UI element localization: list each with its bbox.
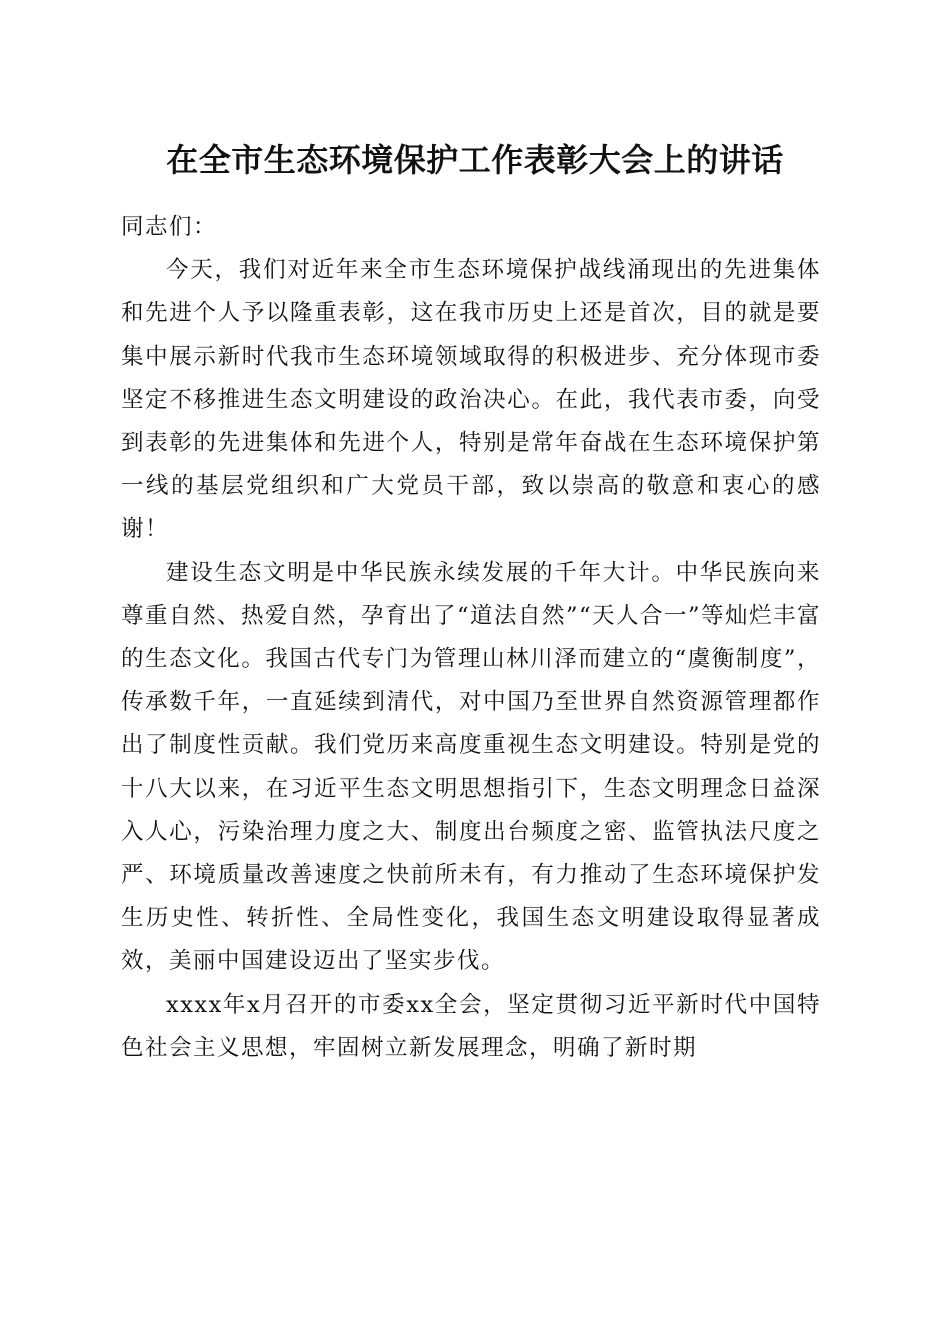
paragraph-1: 今天，我们对近年来全市生态环境保护战线涌现出的先进集体和先进个人予以隆重表彰，这在我市历史上还是首次，目的就是要集中展示新时代我市生态环境领域取得的积极进步、充分体现市委坚定不移推进生态文明建设的政治决心。在此，我代表市委，向受到表彰的先进集体和先进个人，特别是常年奋战在生态环境保护第一线的基层党组织和广大党员干部，致以崇高的敬意和衷心的感谢！ (121, 257, 821, 543)
document-title: 在全市生态环境保护工作表彰大会上的讲话 (166, 141, 784, 179)
document-body (121, 206, 821, 1070)
salutation: 同志们： (121, 214, 218, 240)
paragraph-2: 建设生态文明是中华民族永续发展的千年大计。中华民族向来尊重自然、热爱自然，孕育出了“道法自然”“天人合一”等灿烂丰富的生态文化。我国古代专门为管理山林川泽而建立的“虞衡制度”，传承数千年，一直延续到清代，对中国乃至世界自然资源管理都作出了制度性贡献。我们党历来高度重视生态文明建设。特别是党的十八大以来，在习近平生态文明思想指引下，生态文明理念日益深入人心，污染治理力度之大、制度出台频度之密、监管执法尺度之严、环境质量改善速度之快前所未有，有力推动了生态环境保护发生历史性、转折性、全局性变化，我国生态文明建设取得显著成效，美丽中国建设迈出了坚实步伐。 (121, 559, 822, 975)
paragraph-3: xxxx年x月召开的市委xx全会，坚定贯彻习近平新时代中国特色社会主义思想，牢固树立新发展理念，明确了新时期 (121, 991, 821, 1061)
